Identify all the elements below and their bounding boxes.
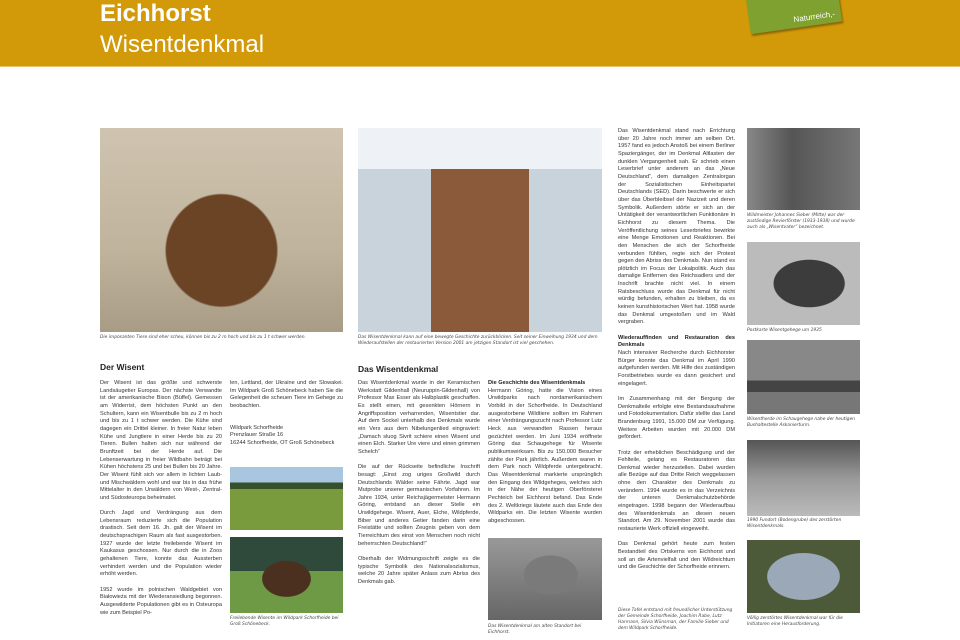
- bison-photo: [100, 128, 343, 332]
- section-heading-wisent: Der Wisent: [100, 362, 145, 372]
- address-line: 16244 Schorfheide, OT Groß Schönebeck: [230, 439, 335, 446]
- denkmal-text: [358, 380, 480, 594]
- paragraph: Trotz der erheblichen Beschädigung und der Fehlteile, gelang es Restauratoren das Denkmal wieder herzustellen. Dabei wurden alle Bezüge auf das Dritte Reich weggelassen ohne den Charakter des Denkmals zu verändern. 1994 wurde es in das Verzeichnis der unteren Denkmalschutzbehörde eingetragen. 1998 begann der Wiederaufbau des Wisentdenkmals an diesen neuen Standort. Am 29. November 2001 wurde das restaurierte Werk offiziell eingeweiht.: [618, 449, 735, 533]
- paragraph: Die auf der Rückseite befindliche Inschrift besagt: „Einst zog uriges Großwild durch Deutschlands Wälder seine Fährte. Jagd war Mutprobe unserer germanischen Vorfahren. Im Jahre 1934, unter Reichsjägermeister Hermann Göring, entstand an dieser Stelle ein Urwildgehege. Wisent, Auer, Elche, Wildpferde, Biber und anderes Getier fanden darin eine Freistätte und sollten Zeugnis geben von dem Tierreichtum des einst von Menschen noch nicht beherrschten Deutschland!“: [358, 464, 480, 547]
- gallery-caption: Postkarte Wisentgehege um 1935: [747, 328, 822, 333]
- paragraph: Oberhalb der Widmungsschrift zeigte es die typische Symbolik des Nationalsozialismus, welche 20 Jahre später Anlass zum Abriss des Denkmals gab.: [358, 556, 480, 586]
- address-line: Prenzlauer Straße 16: [230, 432, 284, 439]
- postcard-photo: [747, 242, 860, 325]
- logo-badge: [746, 0, 842, 34]
- paragraph: Im Zusammenhang mit der Bergung der Denkmalteile erfolgte eine Bestandsaufnahme und Fotodokumentation. Dafür stellte das Land Brandenburg 1991, 15.000 DM zur Verfügung. Weitere Arbeiten wurden mit 20.000 DM gefördert.: [618, 395, 735, 441]
- page-subtitle: Wisentdenkmal: [100, 31, 265, 58]
- paragraph: Das Wisentdenkmal wurde in der Keramischen Werkstatt Gildenhall (Neuruppin-Gildenhall) von Professor Max Esser als Halbplastik geschaffen. Es stellt einen, mit gesenkten Hörnern in Angriffsposition verharrenden, Wisentstier dar. Auf dem Sockel unterhalb des Denkmals wurde ein Vers aus dem Nibelungenlied eingraviert: „Damach sluog Sivrit schiere einen Wisent und einen Elch. Starker Ure viere und einen grimmen Schelch“: [358, 380, 480, 455]
- paragraph: Der Wisent ist das größte und schwerste Landsäugetier Europas. Der nächste Verwandte ist der amerikanische Bison (Büffel). Gemessen am Widerrist, dem höchsten Punkt an den Schultern, kann ein Wisentbulle bis zu 2 m hoch und bis zu 1 t schwer werden. Die Kühe sind dagegen ein Drittel kleiner. In freier Natur leben Kühe und Jungtiere in einer Herde bis zu 20 Tieren. Bullen halten sich nur während der Brunftzeit bei der Herde auf. Die Lebenserwartung in freier Wildbahn beträgt bei Kühen höchstens 25 und bei Bullen bis 20 Jahre. Der Wisent fühlt sich vor allem in lichten Laub- und Mischwäldern wohl und war bis in das frühe Mittelalter in den Urwäldern von West-, Zentral- und Südosteuropa beheimatet.: [100, 380, 222, 501]
- section-heading-denkmal: Das Wisentdenkmal: [358, 364, 439, 374]
- paragraph: Durch Jagd und Verdrängung aus dem Lebensraum reduzierte sich die Population drastisch. Seit dem 16. Jh. galt der Wisent im deutschsprachigen Raum als fast ausgestorben. 1927 wurde der letzte freilebende Wisent im Kaukasus geschossen. Nur durch die in Zoos gehaltenen Tiere, konnte das Aussterben verhindert werden und die Population wieder erhöht werden.: [100, 510, 222, 578]
- gallery-caption: Wildmeister Johannes Sieber (Mitte) war der zuständige Revierförster (1933-1938) und wurde auch als „Wisentvater“ bezeichnet.: [747, 213, 855, 230]
- address: [230, 425, 343, 448]
- address-line: Wildpark Schorfheide: [230, 424, 284, 431]
- history-text: [488, 380, 602, 533]
- badge-text: Naturreich,-: [792, 9, 836, 25]
- page-title: Eichhorst: [100, 0, 211, 27]
- monument-photo-caption: Das Wisentdenkmal kann auf eine bewegte Geschichte zurückblicken. Seit seiner Einweihung 1934 und dem Wiederaufstellen der restaurierten Version 2001 am jetzigen Standort ist viel geschehen.: [358, 335, 598, 346]
- herd-enclosure-photo: [747, 340, 860, 414]
- credits-footnote: Diese Tafel entstand mit freundlicher Unterstützung der Gemeinde Schorfheide, Joachim Rabe, Lutz Harmann, Silvia Wünsman, der Familie Sieber und dem Wildpark Schorfheide.: [618, 608, 733, 631]
- paragraph: Hermann Göring, hatte die Vision eines Urwildparks nach nordamerikanischem Vorbild in der Schorfheide. In Deutschland ausgestorbene Wildtiere sollten im Rahmen einer Verdrängungszucht nach Professor Lutz Heck aus verwandten Rassen heraus gezüchtet werden. Im Juni 1934 eröffnete Göring das Schaugehege für Wisente publikumswirksam. Bis zu 150.000 Besucher zählte der Park jährlich. Außerdem waren in dem Park noch Wildpferde untergebracht. Das Wisentdenkmal markierte ursprünglich den Eingang des Wildgeheges, welches sich in der Nähe der heutigen Oberförsterei Pechteich bei Eichhorst befand. Das Ende des 2. Weltkriegs läutete auch das Ende des Wildparks ein. Die letzten Wisente wurden abgeschossen.: [488, 387, 602, 524]
- destroyed-monument-photo: [747, 540, 860, 613]
- wisent-text-col2: [230, 380, 343, 448]
- herd-photo: [230, 467, 343, 530]
- wisent-text-col1: [100, 380, 222, 625]
- paragraph: 1952 wurde im polnischen Waldgebiet von Białowieża mit der Wiederansiedlung begonnen. Ausgewilderte Populationen gibt es in Osteuropa wie zum Beispiel Po-: [100, 586, 222, 616]
- history-heading: Die Geschichte des Wisentdenkmals: [488, 380, 586, 386]
- bison-photo-caption: Die imposanten Tiere sind eher scheu, können bis zu 2 m hoch und bis zu 1 t schwer werden.: [100, 335, 306, 340]
- gallery-caption: Wisentherde im Schaugehege nahe der heutigen Bushaltestelle Askanierturm.: [747, 417, 855, 428]
- forester-photo: [747, 128, 860, 210]
- bison-pair-photo: [230, 537, 343, 613]
- restoration-heading: Wiederauffinden und Restauration des Denkmals: [618, 334, 735, 349]
- gallery-caption: Völlig zerstörtes Wisentdenkmal war für die Initiatoren eine Herausforderung.: [747, 616, 843, 627]
- paragraph: len, Lettland, der Ukraine und der Slowakei. Im Wildpark Groß Schönebeck haben Sie die Gelegenheit die scheuen Tiere im Gehege zu beobachten.: [230, 380, 343, 409]
- paragraph: Das Denkmal gehört heute zum festen Bestandteil des Ortskerns von Eichhorst und soll an die Artenvielfalt und den Wildreichtum und die Geschichte der Schorfheide erinnern.: [618, 541, 735, 571]
- old-monument-photo: [488, 538, 602, 620]
- later-history-text: [618, 128, 735, 580]
- old-monument-caption: Das Wisentdenkmal am alten Standort bei Eichhorst.: [488, 624, 582, 635]
- gallery-caption: 1990 Fundort (Bodengrube) des zerstörten Wisentdenkmals.: [747, 518, 842, 529]
- herd-photo-caption: Freilebende Wisente im Wildpark Schorfheide bei Groß Schönebeck.: [230, 616, 339, 627]
- paragraph: Nach intensiver Recherche durch Eichhorster Bürger konnte das Denkmal im April 1990 aufgefunden werden. Mit Hilfe des zuständigen Forstbetriebes wurde es dann gesichert und eingelagert.: [618, 350, 735, 387]
- monument-winter-photo: [358, 128, 602, 332]
- paragraph: Das Wisentdenkmal stand nach Errichtung über 20 Jahre noch immer am selben Ort. 1957 fand es jedoch Anstoß bei einem Berliner Spaziergänger, der im Denkmal Altlasten der dunklen Vergangenheit sah. Er schrieb einen Leserbrief unter anderem an das „Neue Deutschland“, dem damaligen Zentralorgan der Sozialistischen Einheitspartei Deutschlands (SED). Darin beschwerte er sich über das Überbleibsel der Nazizeit und deren Symbolik. Außerdem störte er sich an der Untätigkeit der verantwortlichen Funktionäre in Eichhorst zu diesem Thema. Die Veröffentlichung seines Leserbriefes bewirkte eine Menge Emotionen und Reaktionen. Bei den Menschen die sich der Schorfheide verbunden fühlten, regte sich der Protest gegen den Abriss des Denkmals. Nun stand es plötzlich im Focus der Lokalpolitik. Auch das damalige Entfernen des Reichsadlers und der Inschrift brachte nicht viel. In einem Ratsbeschluss wurde das Denkmal für nicht würdig befunden, erhalten zu bleiben, da es keinen kunsthistorischen Wert hat. 1958 wurde das Denkmal umgestoßen und im Wald vergraben.: [618, 128, 735, 326]
- header-banner: [0, 0, 960, 67]
- excavation-photo: [747, 440, 860, 516]
